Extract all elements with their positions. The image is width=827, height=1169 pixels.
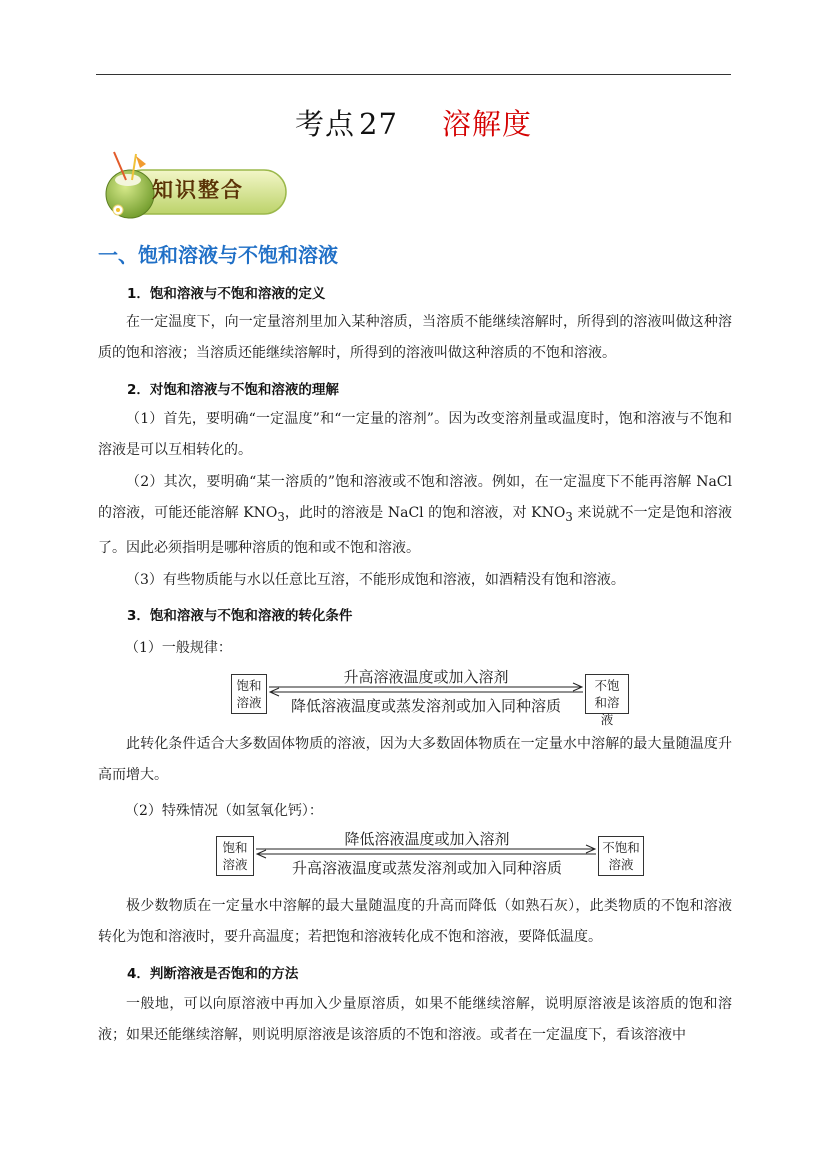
unsaturated-box: 不饱和溶液 bbox=[598, 836, 644, 876]
knowledge-badge bbox=[100, 150, 290, 222]
reverse-condition: 降低溶液温度或蒸发溶剂或加入同种溶质 bbox=[290, 697, 561, 715]
reverse-condition: 升高溶液温度或蒸发溶剂或加入同种溶质 bbox=[291, 859, 562, 877]
sub4-heading: 4．判断溶液是否饱和的方法 bbox=[127, 966, 299, 982]
section-heading: 一、饱和溶液与不饱和溶液 bbox=[98, 243, 338, 267]
title-topic: 溶解度 bbox=[441, 107, 532, 141]
title-number: 27 bbox=[359, 107, 398, 141]
title-prefix: 考点 bbox=[295, 107, 356, 141]
saturated-box: 饱和溶液 bbox=[216, 836, 254, 876]
rule1-text: 此转化条件适合大多数固体物质的溶液，因为大多数固体物质在一定量水中溶解的最大量随温度升高而增大。 bbox=[98, 736, 732, 783]
sub1-text: 在一定温度下，向一定量溶剂里加入某种溶质，当溶质不能继续溶解时，所得到的溶液叫做这种溶质的饱和溶液；当溶质还能继续溶解时，所得到的溶液叫做这种溶质的不饱和溶液。 bbox=[98, 314, 732, 361]
sub4-text: 一般地，可以向原溶液中再加入少量原溶质，如果不能继续溶解，说明原溶液是该溶质的饱和溶液；如果还能继续溶解，则说明原溶液是该溶质的不饱和溶液。或者在一定温度下，看该溶液中 bbox=[98, 996, 732, 1043]
sub2-p3: （3）有些物质能与水以任意比互溶，不能形成饱和溶液，如酒精没有饱和溶液。 bbox=[126, 572, 625, 588]
unsaturated-box: 不饱和溶液 bbox=[585, 674, 629, 714]
diagram-general bbox=[231, 668, 629, 727]
sub2-p2: （2）其次，要明确“某一溶质的”饱和溶液或不饱和溶液。例如，在一定温度下不能再溶解 NaCl 的溶液，可能还能溶解 $KNO_3$，此时的溶液是 NaCl 的饱和溶液，对 $KNO_3$ 来说就不一定是饱和溶液了。因此必须指明是哪种溶质的饱和或不饱和溶液。 bbox=[98, 474, 732, 556]
forward-condition: 升高溶液温度或加入溶剂 bbox=[343, 668, 509, 686]
forward-condition: 降低溶液温度或加入溶剂 bbox=[344, 830, 510, 848]
sub2-p1: （1）首先，要明确“一定温度”和“一定量的溶剂”。因为改变溶剂量或温度时，饱和溶液与不饱和溶液是可以互相转化的。 bbox=[98, 411, 732, 458]
header-rule bbox=[96, 74, 731, 75]
sub3-heading: 3．饱和溶液与不饱和溶液的转化条件 bbox=[127, 608, 353, 624]
page-title bbox=[0, 102, 827, 143]
sub2-heading: 2．对饱和溶液与不饱和溶液的理解 bbox=[127, 382, 339, 398]
sub1-heading: 1．饱和溶液与不饱和溶液的定义 bbox=[127, 286, 326, 302]
rule2-label: （2）特殊情况（如氢氧化钙）： bbox=[125, 803, 323, 819]
rule2-text: 极少数物质在一定量水中溶解的最大量随温度的升高而降低（如熟石灰），此类物质的不饱和溶液转化为饱和溶液时，要升高温度；若把饱和溶液转化成不饱和溶液，要降低温度。 bbox=[98, 898, 732, 945]
saturated-box: 饱和溶液 bbox=[231, 674, 267, 714]
rule1-label: （1）一般规律： bbox=[125, 640, 232, 656]
badge-label: 知识整合 bbox=[152, 178, 244, 202]
diagram-special bbox=[216, 830, 644, 880]
